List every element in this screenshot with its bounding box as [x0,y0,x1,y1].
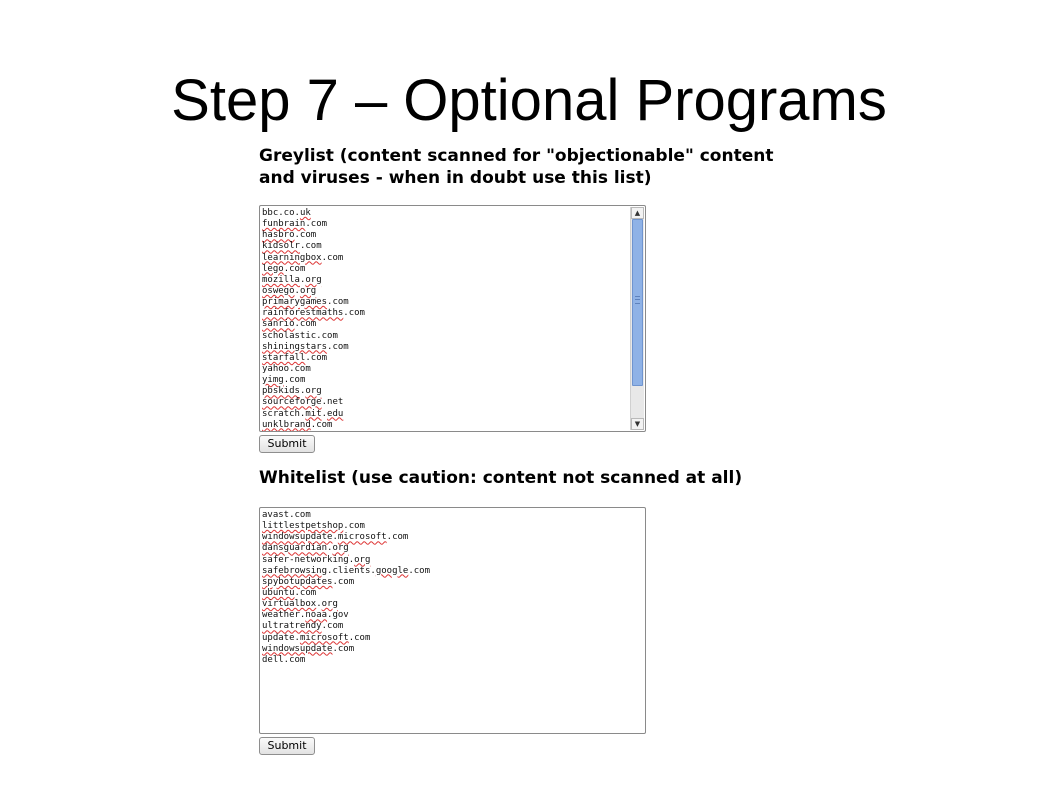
greylist-heading [259,145,819,189]
greylist-entry: starfall.com [262,352,328,363]
scroll-down-arrow-icon[interactable]: ▼ [631,418,644,430]
whitelist-entry: dell.com [262,654,306,665]
greylist-entry: sanrio.com [262,319,317,330]
whitelist-entry: spybotupdates.com [262,576,355,587]
greylist-entry: pbskids.org [262,386,322,397]
greylist-heading-line2: and viruses - when in doubt use this list) [259,168,652,188]
whitelist-submit-button[interactable]: Submit [259,737,315,755]
greylist-entries [262,208,629,431]
whitelist-entry: virtualbox.org [262,599,338,610]
greylist-entry: yimg.com [262,375,306,386]
greylist-entry: scratch.mit.edu [262,408,344,419]
greylist-entry: primarygames.com [262,297,349,308]
whitelist-entry: ubuntu.com [262,587,317,598]
greylist-scrollbar[interactable] [630,207,644,430]
whitelist-entry: windowsupdate.microsoft.com [262,532,409,543]
greylist-entry: yahoo.com [262,363,311,374]
whitelist-entry: safebrowsing.clients.google.com [262,565,431,576]
whitelist-entry: update.microsoft.com [262,632,371,643]
whitelist-entry: weather.noaa.gov [262,610,349,621]
greylist-textarea[interactable] [259,205,646,432]
greylist-entry: hasbro.com [262,230,317,241]
greylist-entry: rainforestmaths.com [262,308,365,319]
greylist-entry: funbrain.com [262,219,328,230]
whitelist-entry: avast.com [262,510,311,520]
scrollbar-grip-icon [635,296,640,304]
slide-title: Step 7 – Optional Programs [171,68,887,133]
whitelist-heading: Whitelist (use caution: content not scanned at all) [259,468,743,488]
whitelist-entries [262,510,629,666]
greylist-entry: sourceforge.net [262,397,344,408]
whitelist-entry: safer-networking.org [262,554,371,565]
scroll-up-arrow-icon[interactable]: ▲ [631,207,644,219]
greylist-entry: mozilla.org [262,274,322,285]
whitelist-entry: dansguardian.org [262,543,349,554]
greylist-entry: lego.com [262,263,306,274]
whitelist-entry: ultratrendy.com [262,621,344,632]
whitelist-entry: littlestpetshop.com [262,521,365,532]
whitelist-entry: windowsupdate.com [262,643,355,654]
greylist-entry: oswego.org [262,285,317,296]
whitelist-textarea[interactable] [259,507,646,734]
scrollbar-thumb[interactable] [632,219,643,386]
greylist-entry: shiningstars.com [262,341,349,352]
greylist-entry: unklbrand.com [262,419,333,430]
greylist-submit-button[interactable]: Submit [259,435,315,453]
greylist-entry: learningbox.com [262,252,344,263]
greylist-entry: kidsolr.com [262,241,322,252]
greylist-entry: bbc.co.uk [262,208,311,218]
greylist-entry: scholastic.com [262,330,338,341]
greylist-heading-line1: Greylist (content scanned for "objectionable" content [259,146,774,166]
